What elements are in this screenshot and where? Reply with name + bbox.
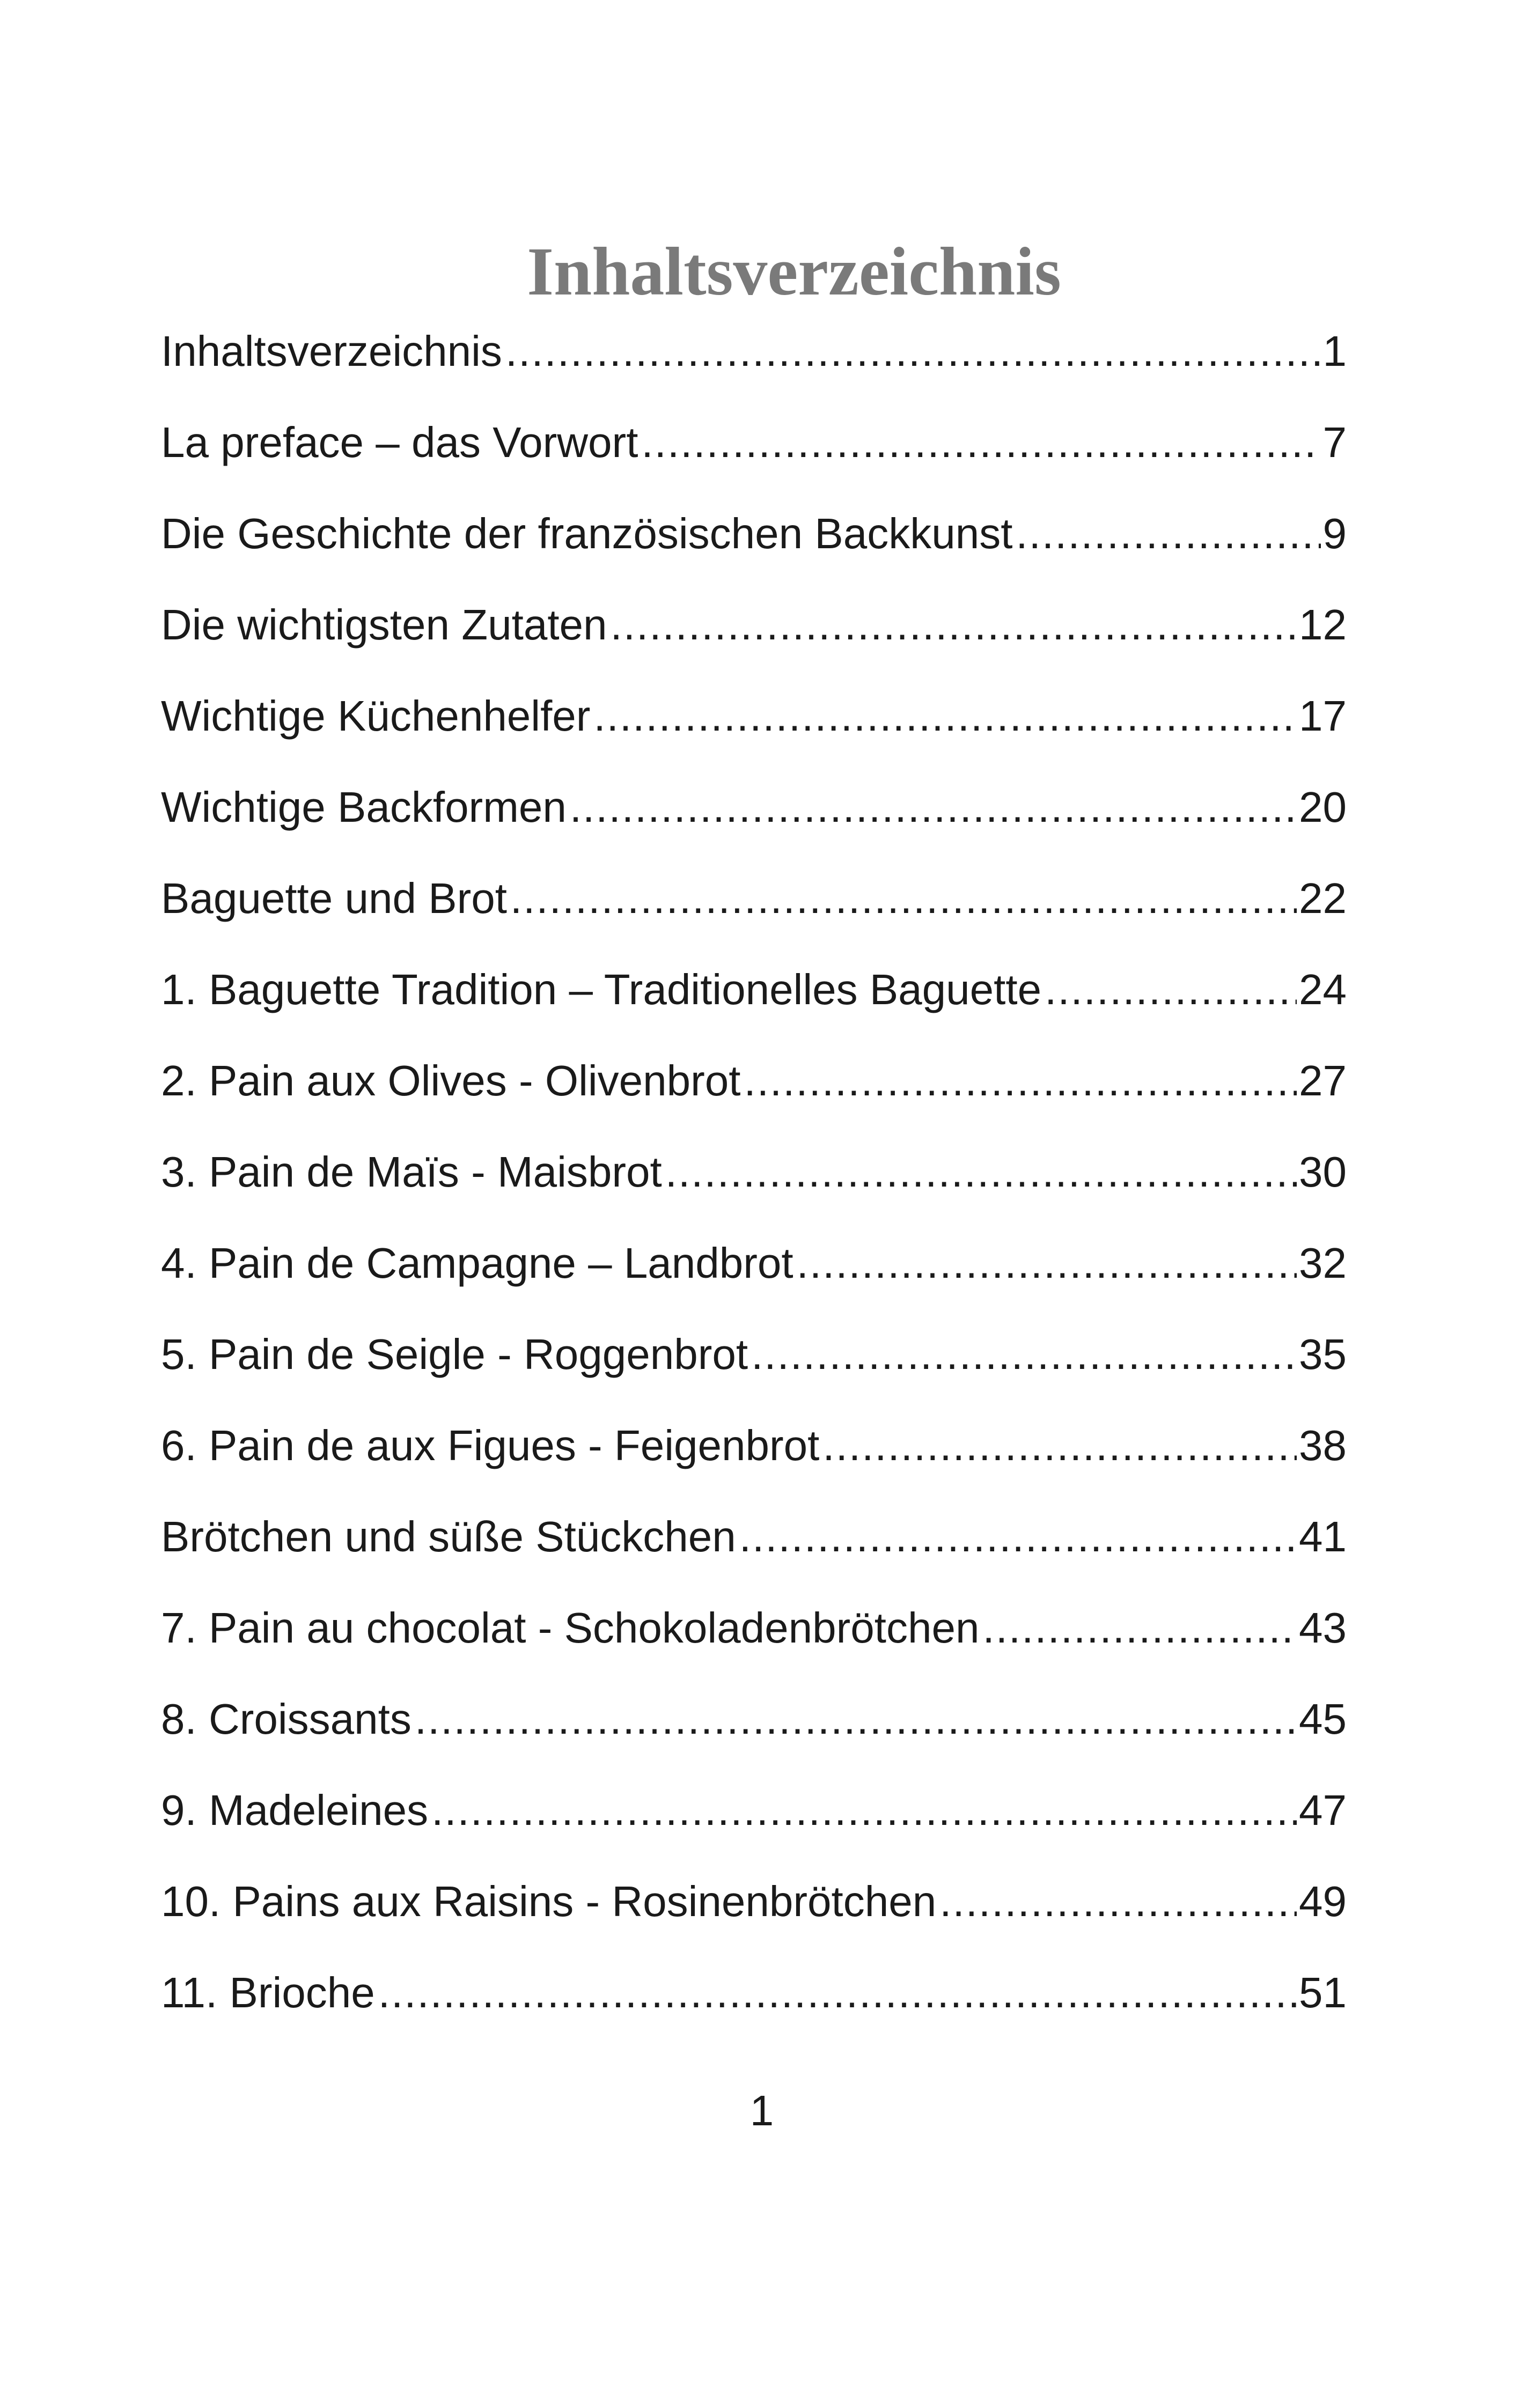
toc-entry-page: 12	[1299, 601, 1347, 649]
toc-dot-leader	[1016, 504, 1320, 563]
toc-entry[interactable]	[161, 322, 1347, 381]
toc-entry-label: 8. Croissants	[161, 1695, 412, 1743]
toc-entry-page: 38	[1299, 1422, 1347, 1469]
toc-entry-label: 1. Baguette Tradition – Traditionelles Baguette	[161, 966, 1042, 1013]
toc-entry-label: Die Geschichte der französischen Backkunst	[161, 510, 1013, 557]
toc-entry-label: 9. Madeleines	[161, 1786, 429, 1834]
toc-entry[interactable]	[161, 687, 1347, 746]
toc-dot-leader	[1045, 960, 1297, 1019]
toc-entry-label: 4. Pain de Campagne – Landbrot	[161, 1239, 793, 1287]
toc-entry-label: Die wichtigsten Zutaten	[161, 601, 607, 649]
toc-entry-page: 27	[1299, 1057, 1347, 1104]
page-title: Inhaltsverzeichnis	[527, 233, 1061, 310]
toc-entry-page: 51	[1299, 1969, 1347, 2016]
toc-entry-page: 35	[1299, 1330, 1347, 1378]
toc-dot-leader	[378, 1963, 1297, 2022]
toc-dot-leader	[665, 1143, 1297, 1202]
toc-entry[interactable]	[161, 413, 1347, 472]
toc-dot-leader	[744, 1051, 1297, 1110]
toc-entry[interactable]	[161, 1690, 1347, 1749]
toc-entry[interactable]	[161, 504, 1347, 563]
toc-entry-page: 32	[1299, 1239, 1347, 1287]
toc-entry-label: 2. Pain aux Olives - Olivenbrot	[161, 1057, 741, 1104]
toc-entry[interactable]	[161, 1963, 1347, 2022]
toc-entry-page: 20	[1299, 783, 1347, 831]
toc-dot-leader	[415, 1690, 1297, 1749]
toc-entry[interactable]	[161, 595, 1347, 654]
toc-dot-leader	[739, 1507, 1297, 1566]
toc-entry-page: 22	[1299, 874, 1347, 922]
toc-dot-leader	[982, 1599, 1297, 1658]
toc-dot-leader	[510, 869, 1297, 928]
page-number: 1	[750, 2087, 774, 2134]
toc-entry-label: Inhaltsverzeichnis	[161, 327, 502, 375]
toc-entry[interactable]	[161, 1507, 1347, 1566]
toc-entry-page: 43	[1299, 1604, 1347, 1652]
toc-dot-leader	[751, 1325, 1297, 1384]
toc-entry-label: La preface – das Vorwort	[161, 418, 638, 466]
toc-entry[interactable]	[161, 778, 1347, 837]
toc-entry[interactable]	[161, 1781, 1347, 1840]
toc-entry-page: 41	[1299, 1513, 1347, 1560]
toc-entry-label: 7. Pain au chocolat - Schokoladenbrötchen	[161, 1604, 980, 1652]
toc-entry[interactable]	[161, 1234, 1347, 1293]
toc-entry-label: Baguette und Brot	[161, 874, 507, 922]
toc-entry[interactable]	[161, 1051, 1347, 1110]
toc-dot-leader	[611, 595, 1297, 654]
toc-entry-label: Wichtige Backformen	[161, 783, 567, 831]
toc-entry[interactable]	[161, 1416, 1347, 1475]
toc-dot-leader	[939, 1872, 1297, 1931]
toc-entry[interactable]	[161, 1143, 1347, 1202]
toc-entry-label: 3. Pain de Maïs - Maisbrot	[161, 1148, 662, 1196]
toc-entry-label: 11. Brioche	[161, 1969, 375, 2016]
toc-entry[interactable]	[161, 1325, 1347, 1384]
toc-entry-label: 10. Pains aux Raisins - Rosinenbrötchen	[161, 1877, 937, 1925]
toc-entry-page: 17	[1299, 692, 1347, 740]
toc-entry-page: 7	[1322, 418, 1347, 466]
toc-entry-page: 1	[1322, 327, 1347, 375]
toc-entry-page: 9	[1322, 510, 1347, 557]
toc-entry[interactable]	[161, 869, 1347, 928]
toc-entry-label: Brötchen und süße Stückchen	[161, 1513, 736, 1560]
toc-dot-leader	[593, 687, 1297, 746]
toc-dot-leader	[505, 322, 1321, 381]
toc-entry-page: 45	[1299, 1695, 1347, 1743]
toc-dot-leader	[570, 778, 1297, 837]
toc-entry-label: 6. Pain de aux Figues - Feigenbrot	[161, 1422, 820, 1469]
toc-entry-label: 5. Pain de Seigle - Roggenbrot	[161, 1330, 748, 1378]
toc-entry[interactable]	[161, 1599, 1347, 1658]
toc-entry[interactable]	[161, 960, 1347, 1019]
toc-entry[interactable]	[161, 1872, 1347, 1931]
toc-dot-leader	[641, 413, 1320, 472]
toc-dot-leader	[431, 1781, 1297, 1840]
toc-entry-page: 47	[1299, 1786, 1347, 1834]
toc-entry-page: 24	[1299, 966, 1347, 1013]
toc-dot-leader	[822, 1416, 1297, 1475]
toc-entry-page: 30	[1299, 1148, 1347, 1196]
toc-dot-leader	[797, 1234, 1297, 1293]
toc-entry-page: 49	[1299, 1877, 1347, 1925]
toc-entry-label: Wichtige Küchenhelfer	[161, 692, 591, 740]
